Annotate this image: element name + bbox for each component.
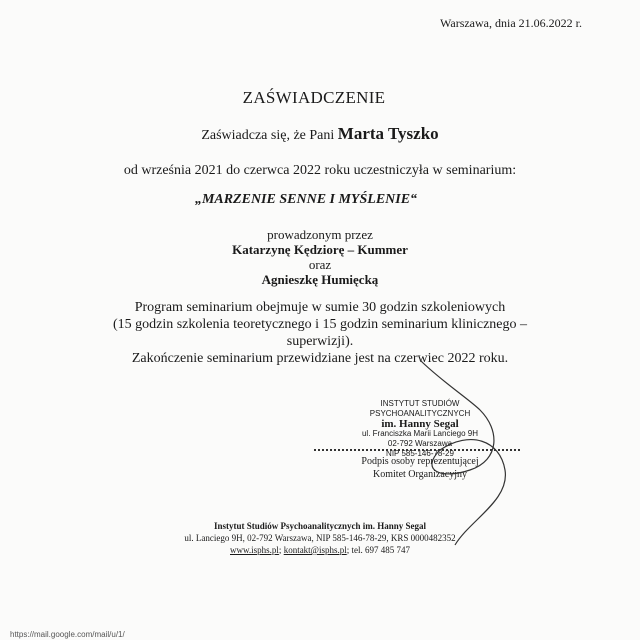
seminar-title: „MARZENIE SENNE I MYŚLENIE“ [194, 192, 418, 207]
program-line: (15 godzin szkolenia teoretycznego i 15 godzin seminarium klinicznego – [112, 317, 528, 332]
leader-1: Katarzynę Kędziorę – Kummer [232, 242, 408, 257]
caption-line: Podpis osoby reprezentującej [361, 456, 479, 467]
stamp-line: 02-792 Warszawa [387, 439, 453, 448]
recipient-name: Marta Tyszko [337, 124, 439, 143]
footer-institute: Instytut Studiów Psychoanalitycznych im. Hanny Segal [213, 521, 427, 531]
footer [0, 520, 640, 556]
led-by-label: prowadzonym przez [267, 227, 373, 242]
program-line: Program seminarium obejmuje w sumie 30 godzin szkoleniowych [134, 300, 506, 315]
footer-phone: ; tel. 697 485 747 [346, 545, 410, 555]
program-line: superwizji). [286, 334, 354, 349]
program-line: Zakończenie seminarium przewidziane jest na czerwiec 2022 roku. [131, 351, 509, 366]
footer-address: ul. Lanciego 9H, 02-792 Warszawa, NIP 585-146-78-29, KRS 0000482352 [184, 533, 456, 543]
email-link[interactable]: kontakt@isphs.pl [283, 545, 347, 555]
participation-line: od września 2021 do czerwca 2022 roku uczestniczyła w seminarium: [123, 163, 517, 178]
and-label: oraz [308, 257, 332, 272]
print-url: https://mail.google.com/mail/u/1/ [10, 630, 125, 639]
website-link[interactable]: www.isphs.pl [230, 545, 279, 555]
stamp-line: ul. Franciszka Marii Lanciego 9H [361, 429, 479, 438]
stamp-line: INSTYTUT STUDIÓW PSYCHOANALITYCZNYCH [369, 399, 471, 418]
caption-line: Komitet Organizacyjny [373, 469, 467, 480]
certifies-prefix: Zaświadcza się, że Pani [201, 128, 335, 143]
leader-2: Agnieszkę Humięcką [261, 272, 379, 287]
document-date: Warszawa, dnia 21.06.2022 r. [440, 16, 582, 30]
stamp-line: im. Hanny Segal [381, 418, 459, 430]
document-title: ZAŚWIADCZENIE [242, 88, 386, 107]
footer-contact: www.isphs.pl; kontakt@isphs.pl; tel. 697 485 747 [230, 545, 410, 555]
stamp-line: NIP 585-146-78-29 [386, 449, 454, 458]
